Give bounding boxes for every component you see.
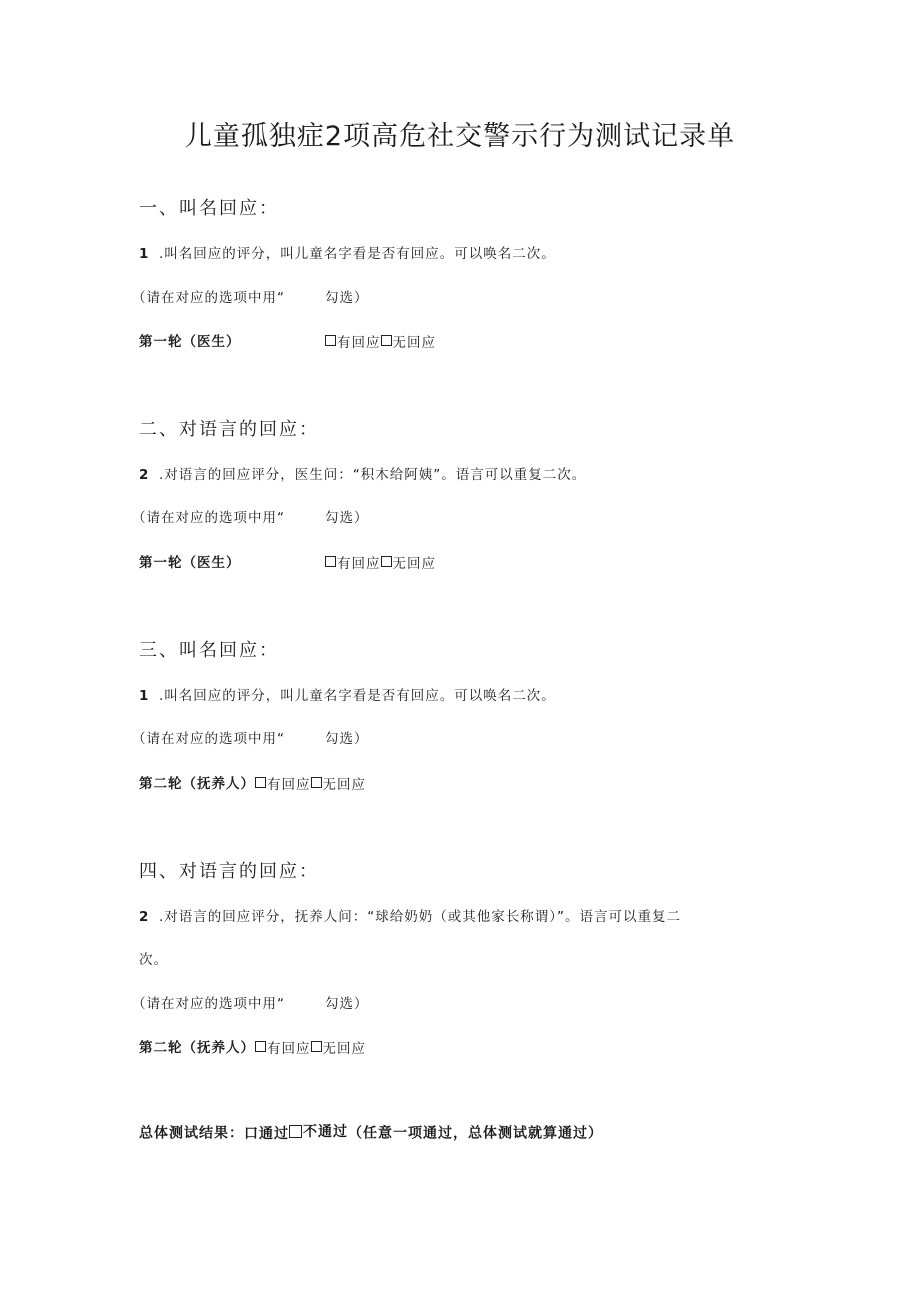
- document-title: 儿童孤独症2项高危社交警示行为测试记录单: [184, 121, 736, 152]
- section-3-description: [139, 684, 556, 704]
- instruction-start: （请在对应的选项中用“: [132, 290, 285, 306]
- round-label: 第一轮（医生）: [139, 555, 241, 571]
- checkbox-icon[interactable]: [381, 335, 392, 346]
- round-label: 第二轮（抚养人）: [139, 776, 255, 792]
- section-1-description: [139, 242, 556, 262]
- section-1-instruction: [132, 286, 369, 306]
- section-2-description: [139, 463, 586, 483]
- section-4-heading: 四、对语言的回应：: [139, 861, 319, 882]
- section-2-heading: 二、对语言的回应：: [139, 419, 319, 440]
- section-3-heading: 三、叫名回应：: [139, 640, 279, 661]
- round-label: 第一轮（医生）: [139, 334, 241, 350]
- option-yes-response[interactable]: 有回应: [255, 1037, 311, 1057]
- section-1-answer-row: [139, 330, 436, 351]
- option-yes-response[interactable]: 有回应: [325, 331, 381, 351]
- option-no-response[interactable]: 无回应: [311, 773, 367, 793]
- item-text: .叫名回应的评分，叫儿童名字看是否有回应。可以唤名二次。: [159, 688, 556, 704]
- item-number: 2: [139, 909, 150, 925]
- section-4-instruction: [132, 992, 369, 1012]
- round-label: 第二轮（抚养人）: [139, 1040, 255, 1056]
- option-fail[interactable]: 不通过: [289, 1121, 348, 1141]
- option-yes-response[interactable]: 有回应: [325, 552, 381, 572]
- checkbox-icon[interactable]: [289, 1125, 302, 1138]
- checkbox-icon[interactable]: [325, 556, 336, 567]
- item-text: .对语言的回应评分，医生问：“积木给阿姨”。语言可以重复二次。: [159, 467, 587, 483]
- option-pass[interactable]: 口 通过: [244, 1123, 289, 1143]
- checkbox-icon[interactable]: [381, 556, 392, 567]
- checkbox-icon[interactable]: [325, 335, 336, 346]
- result-note: （任意一项通过，总体测试就算通过）: [348, 1125, 603, 1142]
- section-1-heading: 一、叫名回应：: [139, 198, 279, 219]
- option-yes-response[interactable]: 有回应: [255, 773, 311, 793]
- item-number: 1: [139, 246, 150, 262]
- item-text: .对语言的回应评分，抚养人问：“球给奶奶（或其他家长称谓）”。语言可以重复二: [159, 909, 682, 925]
- section-4-description: [139, 905, 681, 925]
- section-2-instruction: [132, 506, 369, 526]
- section-4-description-continued: 次。: [139, 952, 168, 968]
- item-number: 2: [139, 467, 150, 483]
- result-label: 总体测试结果：: [139, 1125, 244, 1142]
- instruction-end: 勾选）: [325, 731, 369, 747]
- instruction-end: 勾选）: [325, 290, 369, 306]
- checkbox-icon[interactable]: [255, 1041, 266, 1052]
- option-no-response[interactable]: 无回应: [311, 1037, 367, 1057]
- section-2-answer-row: [139, 551, 436, 572]
- section-4-answer-row: [139, 1036, 366, 1057]
- section-3-answer-row: [139, 772, 366, 793]
- instruction-start: （请在对应的选项中用“: [132, 996, 285, 1012]
- instruction-end: 勾选）: [325, 510, 369, 526]
- pass-checkbox-mark[interactable]: 口: [244, 1125, 259, 1142]
- item-text: .叫名回应的评分，叫儿童名字看是否有回应。可以唤名二次。: [159, 246, 556, 262]
- instruction-end: 勾选）: [325, 996, 369, 1012]
- checkbox-icon[interactable]: [255, 777, 266, 788]
- checkbox-icon[interactable]: [311, 777, 322, 788]
- section-3-instruction: [132, 727, 369, 747]
- instruction-start: （请在对应的选项中用“: [132, 510, 285, 526]
- item-number: 1: [139, 688, 150, 704]
- checkbox-icon[interactable]: [311, 1041, 322, 1052]
- instruction-start: （请在对应的选项中用“: [132, 731, 285, 747]
- option-no-response[interactable]: 无回应: [381, 552, 437, 572]
- overall-result-row: [139, 1121, 603, 1143]
- option-no-response[interactable]: 无回应: [381, 331, 437, 351]
